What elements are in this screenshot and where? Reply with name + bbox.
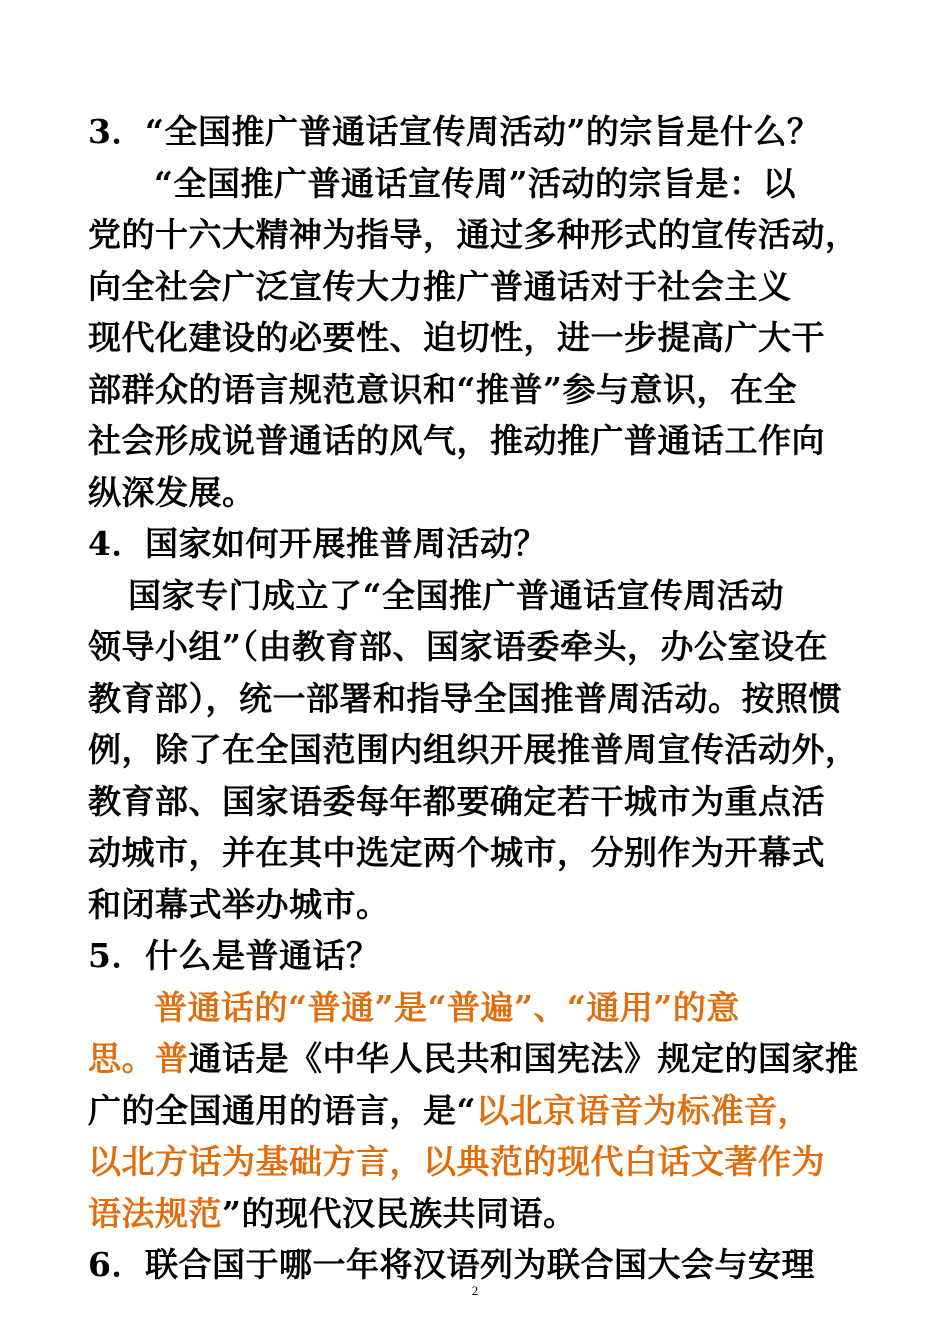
paragraph-line: 教育部、国家语委每年都要确定若干城市为重点活 [88, 781, 825, 821]
paragraph-line: 部群众的语言规范意识和“推普”参与意识，在全 [88, 369, 797, 409]
highlighted-line: 以北方话为基础方言，以典范的现代白话文著作为 [88, 1142, 825, 1181]
paragraph-line: 动城市，并在其中选定两个城市，分别作为开幕式 [88, 833, 825, 872]
highlighted-segment: 以北京语音为标准音， [475, 1090, 811, 1130]
highlighted-segment: 思。普 [88, 1039, 189, 1078]
question-5-heading: 5．什么是普通话？ [88, 936, 380, 975]
paragraph-line: 和闭幕式举办城市。 [88, 884, 390, 924]
paragraph-line: 向全社会广泛宣传大力推广普通话对于社会主义 [88, 266, 792, 306]
question-4-heading: 4．国家如何开展推普周活动？ [88, 524, 547, 563]
paragraph-line: 国家专门成立了“全国推广普通话宣传周活动 [128, 575, 784, 615]
paragraph-line: 教育部），统一部署和指导全国推普周活动。按照惯 [88, 678, 842, 718]
paragraph-line: 纵深发展。 [88, 472, 256, 512]
document-body [88, 106, 866, 1291]
paragraph-line-mixed [88, 1085, 866, 1137]
highlighted-segment: 语法规范 [88, 1193, 222, 1233]
page-number: 2 [471, 1283, 479, 1298]
paragraph-line: 现代化建设的必要性、迫切性，进一步提高广大干 [88, 318, 825, 357]
paragraph-line: 社会形成说普通话的风气，推动推广普通话工作向 [88, 421, 825, 460]
paragraph-line: 领导小组”（由教育部、国家语委牵头，办公室设在 [88, 627, 828, 666]
paragraph-line: 例，除了在全国范围内组织开展推普周宣传活动外， [88, 730, 859, 769]
paragraph-line: 党的十六大精神为指导，通过多种形式的宣传活动， [88, 215, 859, 254]
question-6-heading: 6．联合国于哪一年将汉语列为联合国大会与安理 [88, 1245, 815, 1284]
paragraph-line: “全国推广普通话宣传周”活动的宗旨是：以 [154, 163, 796, 203]
paragraph-segment: 通话是《中华人民共和国宪法》规定的国家推 [188, 1039, 859, 1078]
paragraph-segment: ”的现代汉民族共同语。 [222, 1193, 577, 1233]
highlighted-line: 普通话的“普通”是“普遍”、“通用”的意 [154, 987, 740, 1027]
paragraph-line-mixed [88, 1033, 866, 1085]
question-3-heading: 3．“全国推广普通话宣传周活动”的宗旨是什么？ [88, 112, 821, 151]
paragraph-segment: 广的全国通用的语言，是“ [88, 1090, 476, 1130]
paragraph-line-mixed [88, 1188, 866, 1240]
